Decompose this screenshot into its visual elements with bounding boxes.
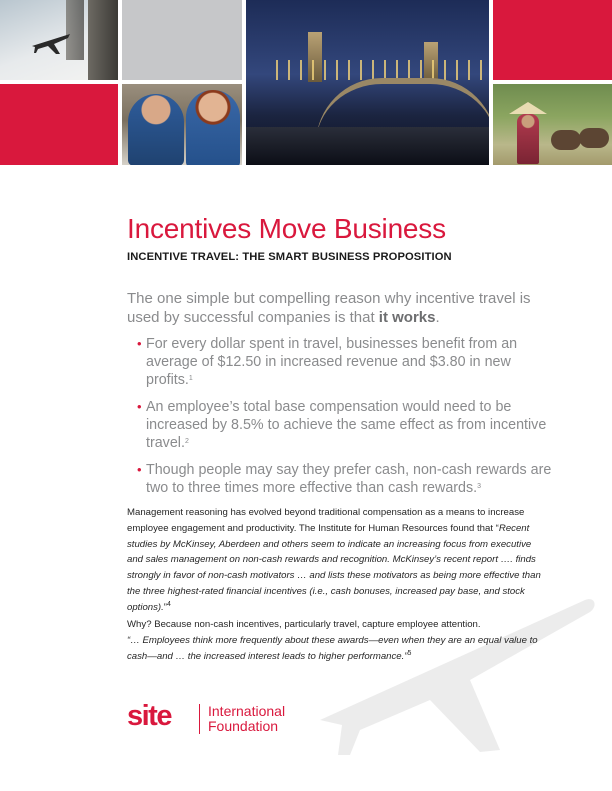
paragraph-quote: “… Employees think more frequently about these awards—even when they are an equal value to cash—and … the increased interest leads to higher performance.” [127, 634, 538, 662]
intro-emphasis: it works [378, 309, 436, 326]
ox-figure [579, 128, 609, 148]
footnote-ref: 1 [188, 375, 193, 382]
statistic-item [137, 335, 557, 389]
statistic-text: Though people may say they prefer cash, non-cash rewards are two to three times more effective than cash rewards. [146, 462, 552, 496]
paris-bridge-night-photo [246, 0, 489, 165]
paragraph-lead: Why? Because non-cash incentives, particularly travel, capture employee attention. [127, 619, 481, 630]
statistic-text: An employee’s total base compensation would need to be increased by 8.5% to achieve the same effect as from incentive travel. [146, 399, 547, 451]
intro-statement [127, 289, 547, 327]
red-block [493, 0, 612, 80]
river-water [246, 127, 489, 165]
statistic-text: For every dollar spent in travel, businesses benefit from an average of $12.50 in increased revenue and $3.80 in new profits. [146, 336, 518, 388]
street-lights [266, 60, 489, 80]
body-paragraph [127, 505, 547, 616]
statistic-item [137, 461, 557, 497]
paragraph-lead: Management reasoning has evolved beyond traditional compensation as a means to increase employee engagement and productivity. The Institute for Human Resources found that “ [127, 507, 525, 534]
red-block [0, 84, 118, 165]
airplane-over-skyscrapers-photo [0, 0, 118, 80]
footnote-ref: 3 [477, 483, 482, 490]
body-paragraph [127, 617, 547, 664]
grey-block [122, 0, 242, 80]
bullet-icon: • [137, 462, 142, 477]
logo-line-1: International [208, 703, 286, 719]
rice-field-farmer-photo [493, 84, 612, 165]
logo-line-2: Foundation [208, 718, 279, 734]
statistics-list [137, 335, 557, 506]
statistic-item [137, 398, 557, 452]
footnote-ref: 2 [184, 438, 189, 445]
worker-figure [186, 90, 240, 165]
footnote-ref: 4 [167, 600, 171, 608]
workers-inspecting-photo [122, 84, 242, 165]
worker-figure [128, 94, 184, 165]
page-title: Incentives Move Business [127, 213, 446, 244]
site-logo: site [127, 700, 171, 732]
paragraph-quote: Recent studies by McKinsey, Aberdeen and others seem to indicate an increasing focus from executive and sales management on non-cash rewards and recognition. McKinsey’s recent report …. finds strongly in favor of non-cash motivators … and lists these motivators as being more effective than the three highest-rated financial incentives (i.e., cash bonuses, increased pay base, and stock options). [127, 522, 541, 613]
conical-hat [509, 102, 547, 114]
intro-text: The one simple but compelling reason why incentive travel is used by successful companies is that [127, 290, 531, 326]
bullet-icon: • [137, 399, 142, 414]
logo-divider [199, 704, 200, 734]
logo-wordmark [208, 704, 285, 734]
footnote-ref: 5 [407, 649, 412, 657]
quote-close: ” [163, 601, 167, 613]
skyscraper-shape [88, 0, 118, 80]
bullet-icon: • [137, 336, 142, 351]
page-subtitle: INCENTIVE TRAVEL: THE SMART BUSINESS PROPOSITION [127, 251, 452, 263]
ox-figure [551, 130, 581, 150]
intro-punctuation: . [435, 309, 440, 326]
farmer-figure [517, 114, 539, 164]
airplane-icon [30, 28, 72, 56]
